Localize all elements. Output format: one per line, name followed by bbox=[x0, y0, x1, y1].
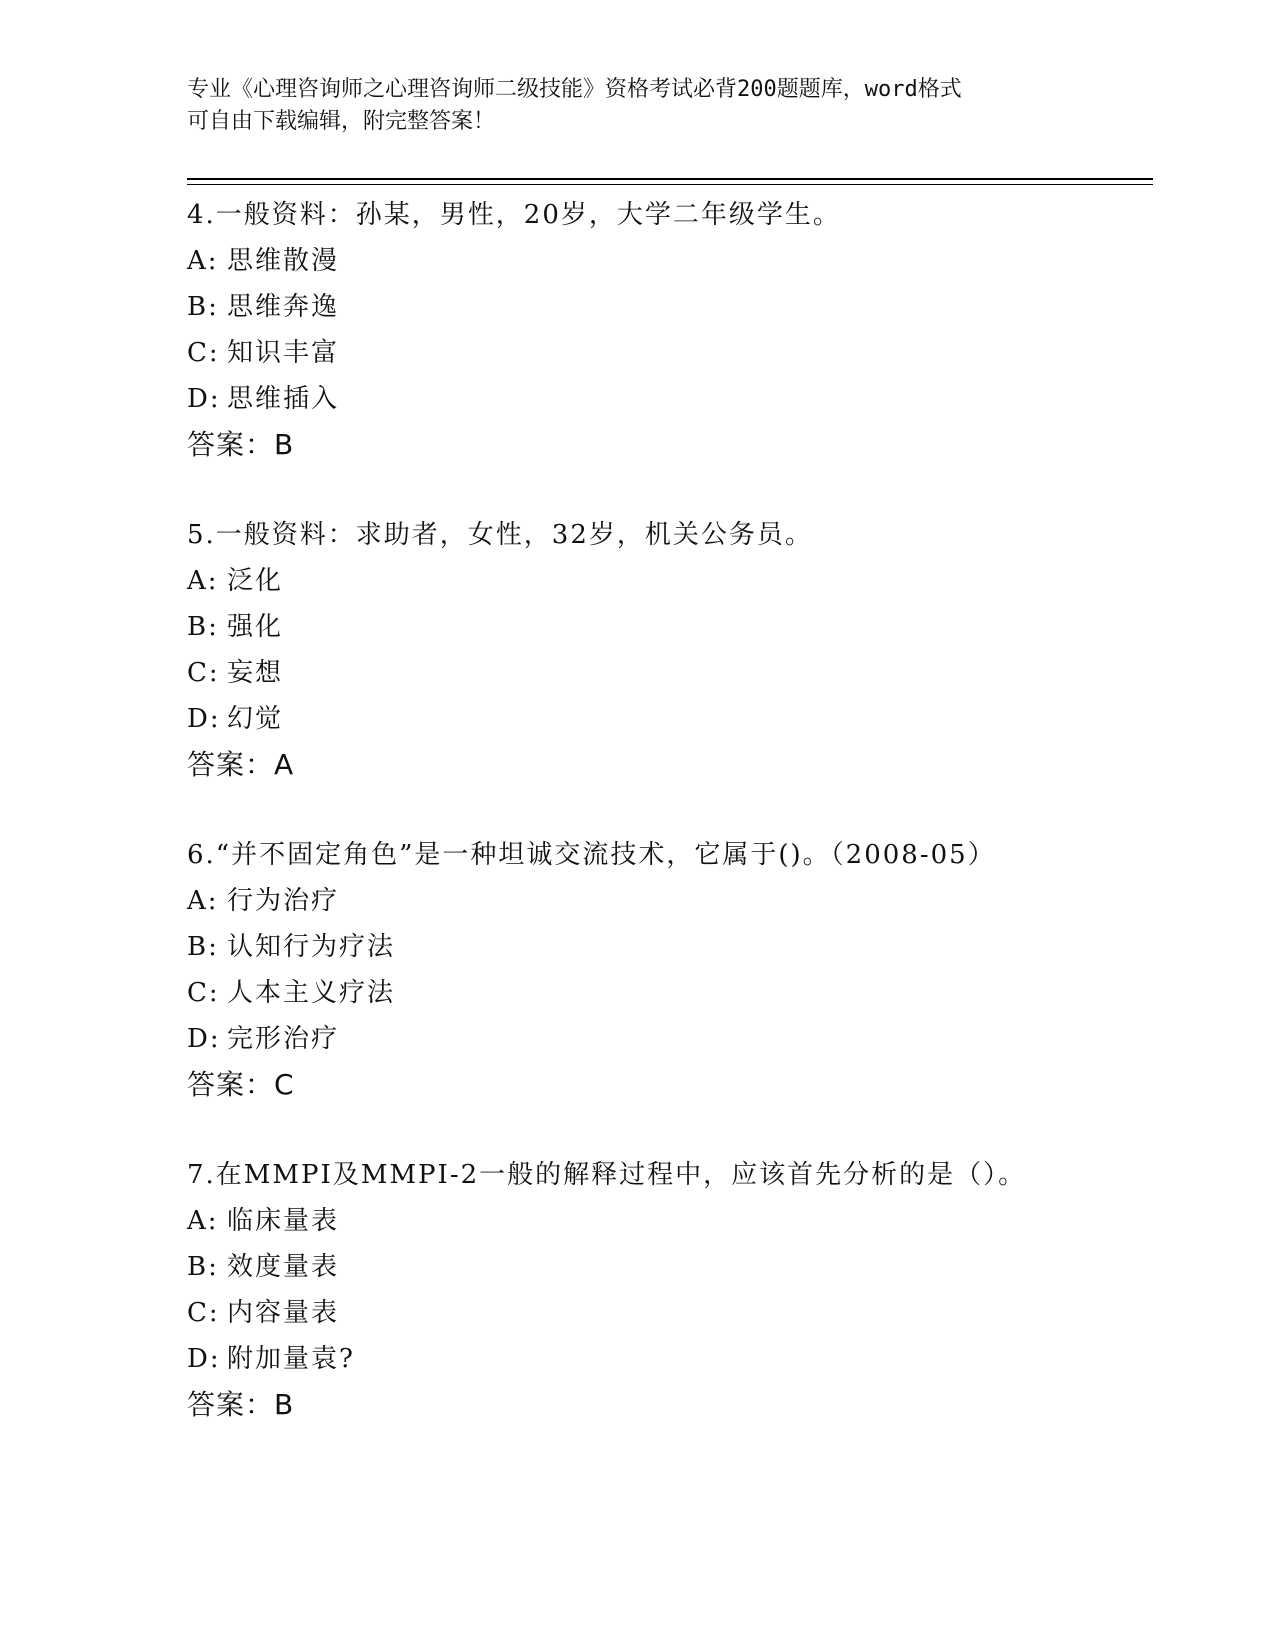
option-letter: C: bbox=[187, 338, 220, 368]
question-5 bbox=[187, 512, 1187, 788]
option-letter: A: bbox=[187, 886, 219, 916]
option-d bbox=[187, 376, 1187, 422]
option-text: 思维奔逸 bbox=[227, 292, 340, 322]
option-text: 思维插入 bbox=[227, 384, 340, 414]
option-letter: C: bbox=[187, 978, 220, 1008]
option-letter: D: bbox=[187, 704, 221, 734]
option-a bbox=[187, 238, 1187, 284]
answer-line: 答案：A bbox=[187, 748, 295, 781]
answer-line: 答案：B bbox=[187, 1388, 295, 1421]
option-text: 完形治疗 bbox=[227, 1024, 340, 1054]
option-letter: C: bbox=[187, 1298, 220, 1328]
option-text: 幻觉 bbox=[227, 704, 284, 734]
question-stem: 5.一般资料：求助者，女性，32岁，机关公务员。 bbox=[187, 520, 813, 550]
option-letter: B: bbox=[187, 612, 219, 642]
option-text: 内容量表 bbox=[227, 1298, 340, 1328]
option-letter: A: bbox=[187, 1206, 219, 1236]
option-text: 泛化 bbox=[227, 566, 284, 596]
option-text: 附加量袁? bbox=[227, 1344, 355, 1374]
option-text: 强化 bbox=[227, 612, 284, 642]
option-a bbox=[187, 558, 1187, 604]
option-letter: B: bbox=[187, 932, 219, 962]
option-b bbox=[187, 284, 1187, 330]
header-rule-thick bbox=[187, 178, 1153, 180]
header-rule-thin bbox=[187, 184, 1153, 185]
option-d bbox=[187, 1016, 1187, 1062]
option-letter: D: bbox=[187, 1344, 221, 1374]
question-stem: 7.在MMPI及MMPI-2一般的解释过程中，应该首先分析的是（）。 bbox=[187, 1160, 1027, 1190]
option-c bbox=[187, 1290, 1187, 1336]
option-letter: B: bbox=[187, 1252, 219, 1282]
header-line-1: 专业《心理咨询师之心理咨询师二级技能》资格考试必背200题题库，word格式 bbox=[187, 77, 962, 102]
option-text: 知识丰富 bbox=[227, 338, 340, 368]
option-b bbox=[187, 604, 1187, 650]
answer-line: 答案：C bbox=[187, 1068, 295, 1101]
question-stem: 4.一般资料：孙某，男性，20岁，大学二年级学生。 bbox=[187, 200, 841, 230]
document-header bbox=[187, 74, 1087, 138]
option-letter: A: bbox=[187, 566, 219, 596]
option-c bbox=[187, 650, 1187, 696]
option-c bbox=[187, 970, 1187, 1016]
option-letter: C: bbox=[187, 658, 220, 688]
option-letter: B: bbox=[187, 292, 219, 322]
option-letter: A: bbox=[187, 246, 219, 276]
option-c bbox=[187, 330, 1187, 376]
option-a bbox=[187, 878, 1187, 924]
option-b bbox=[187, 924, 1187, 970]
option-text: 人本主义疗法 bbox=[227, 978, 396, 1008]
option-text: 思维散漫 bbox=[227, 246, 340, 276]
option-letter: D: bbox=[187, 384, 221, 414]
option-text: 临床量表 bbox=[227, 1206, 340, 1236]
option-letter: D: bbox=[187, 1024, 221, 1054]
option-b bbox=[187, 1244, 1187, 1290]
option-text: 认知行为疗法 bbox=[227, 932, 396, 962]
question-6 bbox=[187, 832, 1187, 1108]
question-4 bbox=[187, 192, 1187, 468]
question-stem: 6.“并不固定角色”是一种坦诚交流技术，它属于()。（2008-05） bbox=[187, 840, 996, 870]
question-list bbox=[187, 192, 1187, 1472]
option-text: 效度量表 bbox=[227, 1252, 340, 1282]
option-a bbox=[187, 1198, 1187, 1244]
option-d bbox=[187, 1336, 1187, 1382]
question-7 bbox=[187, 1152, 1187, 1428]
option-d bbox=[187, 696, 1187, 742]
answer-line: 答案：B bbox=[187, 428, 295, 461]
option-text: 行为治疗 bbox=[227, 886, 340, 916]
option-text: 妄想 bbox=[227, 658, 284, 688]
header-line-2: 可自由下载编辑，附完整答案！ bbox=[187, 109, 496, 134]
